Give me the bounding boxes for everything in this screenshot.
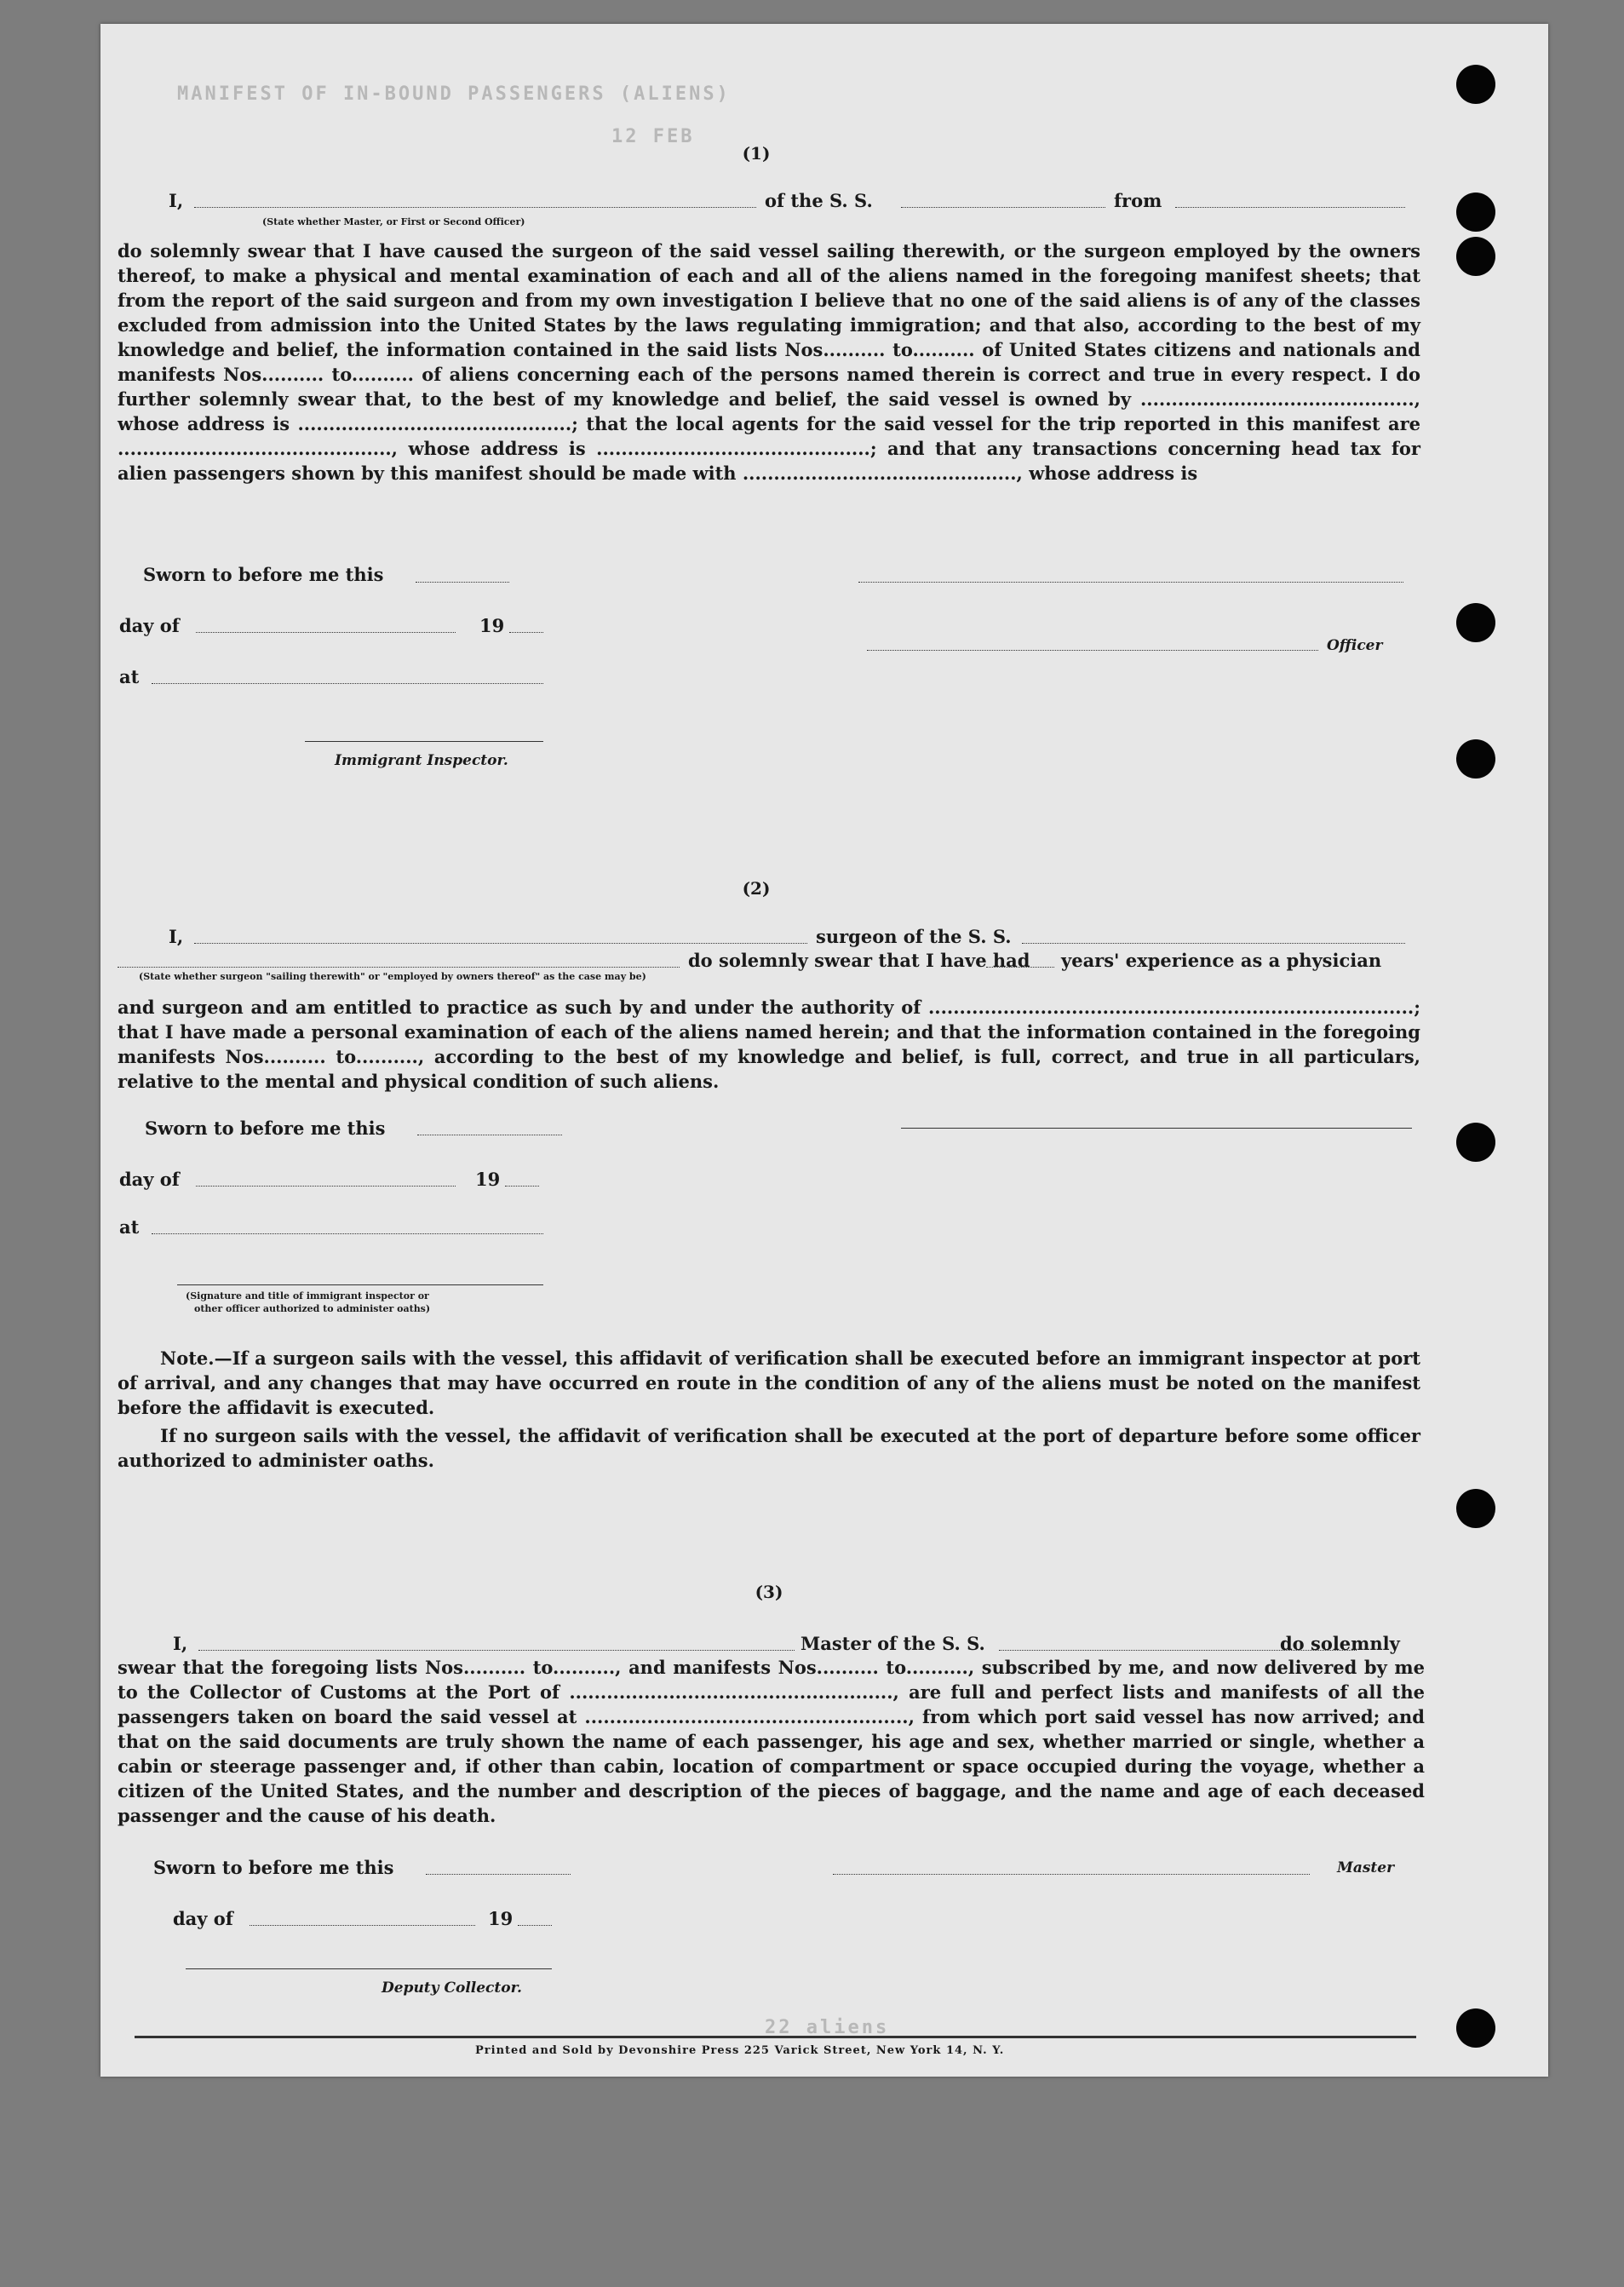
section-1-caption: (State whether Master, or First or Second Officer) [262,216,525,227]
section-3-master-signature-field[interactable] [833,1874,1310,1875]
section-1-year-label: 19 [479,615,505,636]
binder-hole [1456,192,1495,232]
section-2-at-label: at [119,1216,140,1238]
section-1-sworn-field[interactable] [416,582,509,583]
section-3-day-field[interactable] [250,1925,475,1926]
section-2-years-field[interactable] [986,967,1054,968]
binder-hole [1456,603,1495,642]
section-3-sworn-field[interactable] [426,1874,571,1875]
section-1-day-label: day of [119,615,180,636]
section-2-sig-caption-1: (Signature and title of immigrant inspector or [186,1290,429,1302]
section-1-sworn-label: Sworn to before me this [143,564,384,585]
section-3-year-field[interactable] [518,1925,552,1926]
section-1-year-field[interactable] [509,632,543,633]
section-1-officer-signature-field[interactable] [867,650,1318,651]
binder-hole [1456,1489,1495,1528]
section-1-inspector-line [305,741,543,742]
section-1-signature-field[interactable] [858,582,1403,583]
section-2-year-field[interactable] [505,1186,539,1187]
section-1-line1-mid: of the S. S. [765,190,873,211]
section-2-vessel-field[interactable] [1022,943,1405,944]
bleed-through-aliens: 22 aliens [765,2017,890,2038]
binder-hole [1456,237,1495,276]
section-1-line1-prefix: I, [169,190,184,211]
section-2-signature-line [901,1128,1412,1129]
section-2-note-2: If no surgeon sails with the vessel, the affidavit of verification shall be executed at the port of departure before some officer authorized to administer oaths. [118,1425,1420,1471]
section-2-note [118,1346,1420,1420]
section-3-collector-label: Deputy Collector. [382,1980,522,1997]
binder-hole [1456,739,1495,779]
section-2-line1-prefix: I, [169,926,184,947]
binder-hole [1456,65,1495,104]
footer-rule [135,2036,1416,2038]
section-1-at-label: at [119,666,140,687]
section-2-sig-line [177,1284,543,1285]
section-2-sig-caption-2: other officer authorized to administer oaths) [194,1303,431,1314]
section-1-line1-end: from [1114,190,1162,211]
section-3-line1-mid: Master of the S. S. [801,1633,985,1654]
section-2-line2-b: years' experience as a physician [1061,950,1382,971]
section-2-year-label: 19 [475,1169,501,1190]
binder-hole [1456,1123,1495,1162]
section-2-surgeon-field[interactable] [194,943,807,944]
section-2-status-field[interactable] [118,967,680,968]
section-1-officer-field[interactable] [194,207,756,208]
section-3-master-label: Master [1337,1859,1395,1876]
section-2-note-label: Note. [160,1347,215,1369]
section-1-at-field[interactable] [152,683,543,684]
form-page [100,24,1548,2077]
section-2-note-text: —If a surgeon sails with the vessel, this affidavit of verification shall be executed before an immigrant inspector at port of arrival, and any changes that may have occurred en route in the condition of any of the aliens must be noted on the manifest before the affidavit is executed. [118,1347,1420,1418]
section-2-number: (2) [742,878,771,899]
section-2-caption: (State whether surgeon "sailing therewith" or "employed by owners thereof" as the case may be) [139,971,646,982]
section-2-sworn-label: Sworn to before me this [145,1118,386,1139]
section-1-body: do solemnly swear that I have caused the surgeon of the said vessel sailing therewith, or the surgeon employed by the owners thereof, to make a physical and mental examination of each and all of the aliens named in the foregoing manifest sheets; that from the report of the said surgeon and from my own investigation I believe that no one of the said aliens is of any of the classes excluded from admission into the United States by the laws regulating immigration; and that also, according to the best of my knowledge and belief, the information contained in the said lists Nos.......... to.......... of United States citizens and nationals and manifests Nos.......... to.......... of aliens concerning each of the persons named therein is correct and true in every respect. I do further solemnly swear that, to the best of my knowledge and belief, the said vessel is owned by ............................................, whose address is ............................................; that the local agents for the said vessel for the trip reported in this manifest are ............................................, whose address is ............................................; and that any transactions concerning head tax for alien passengers shown by this manifest should be made with ............................................, whose address is [118,240,1420,484]
section-2-body: and surgeon and am entitled to practice as such by and under the authority of ..............................................................................; that I have made a personal examination of each of the aliens named herein; and that the information contained in the foregoing manifests Nos.......... to.........., according to the best of my knowledge and belief, is full, correct, and true in all particulars, relative to the mental and physical condition of such aliens. [118,997,1420,1092]
section-3-day-label: day of [173,1908,233,1929]
section-2-day-field[interactable] [196,1186,456,1187]
printer-footer: Printed and Sold by Devonshire Press 225 Varick Street, New York 14, N. Y. [475,2044,1005,2057]
bleed-through-date: 12 FEB [611,126,695,147]
section-1-officer-label: Officer [1327,637,1383,654]
section-2-line2-a: do solemnly swear that I have had [688,950,1030,971]
section-2-day-label: day of [119,1169,180,1190]
section-3-number: (3) [755,1582,783,1602]
section-1-from-field[interactable] [1175,207,1405,208]
section-2-at-field[interactable] [152,1233,543,1234]
section-1-number: (1) [742,143,771,164]
section-1-day-field[interactable] [196,632,456,633]
binder-hole [1456,2008,1495,2048]
section-1-vessel-field[interactable] [901,207,1105,208]
section-1-inspector-label: Immigrant Inspector. [335,752,508,769]
section-3-body: swear that the foregoing lists Nos.......... to.........., and manifests Nos.......... to.........., subscribed by me, and now delivered by me to the Collector of Customs at the Port of ...................................................., are full and perfect lists and manifests of all the passengers taken on board the said vessel at ...................................................., from which port said vessel has now arrived; and that on the said documents are truly shown the name of each passenger, his age and sex, whether married or single, whether a cabin or steerage passenger and, if other than cabin, location of compartment or space occupied during the voyage, whether a citizen of the United States, and the number and description of the pieces of baggage, and the name and age of each deceased passenger and the cause of his death. [118,1657,1425,1826]
section-3-sworn-label: Sworn to before me this [153,1857,394,1878]
section-3-collector-line [186,1968,552,1969]
section-3-line1-end: do solemnly [1280,1633,1400,1654]
section-3-line1-prefix: I, [173,1633,188,1654]
section-3-year-label: 19 [488,1908,514,1929]
section-2-line1-mid: surgeon of the S. S. [816,926,1012,947]
section-3-master-field[interactable] [198,1650,795,1651]
bleed-through-header: MANIFEST OF IN-BOUND PASSENGERS (ALIENS) [177,83,731,105]
